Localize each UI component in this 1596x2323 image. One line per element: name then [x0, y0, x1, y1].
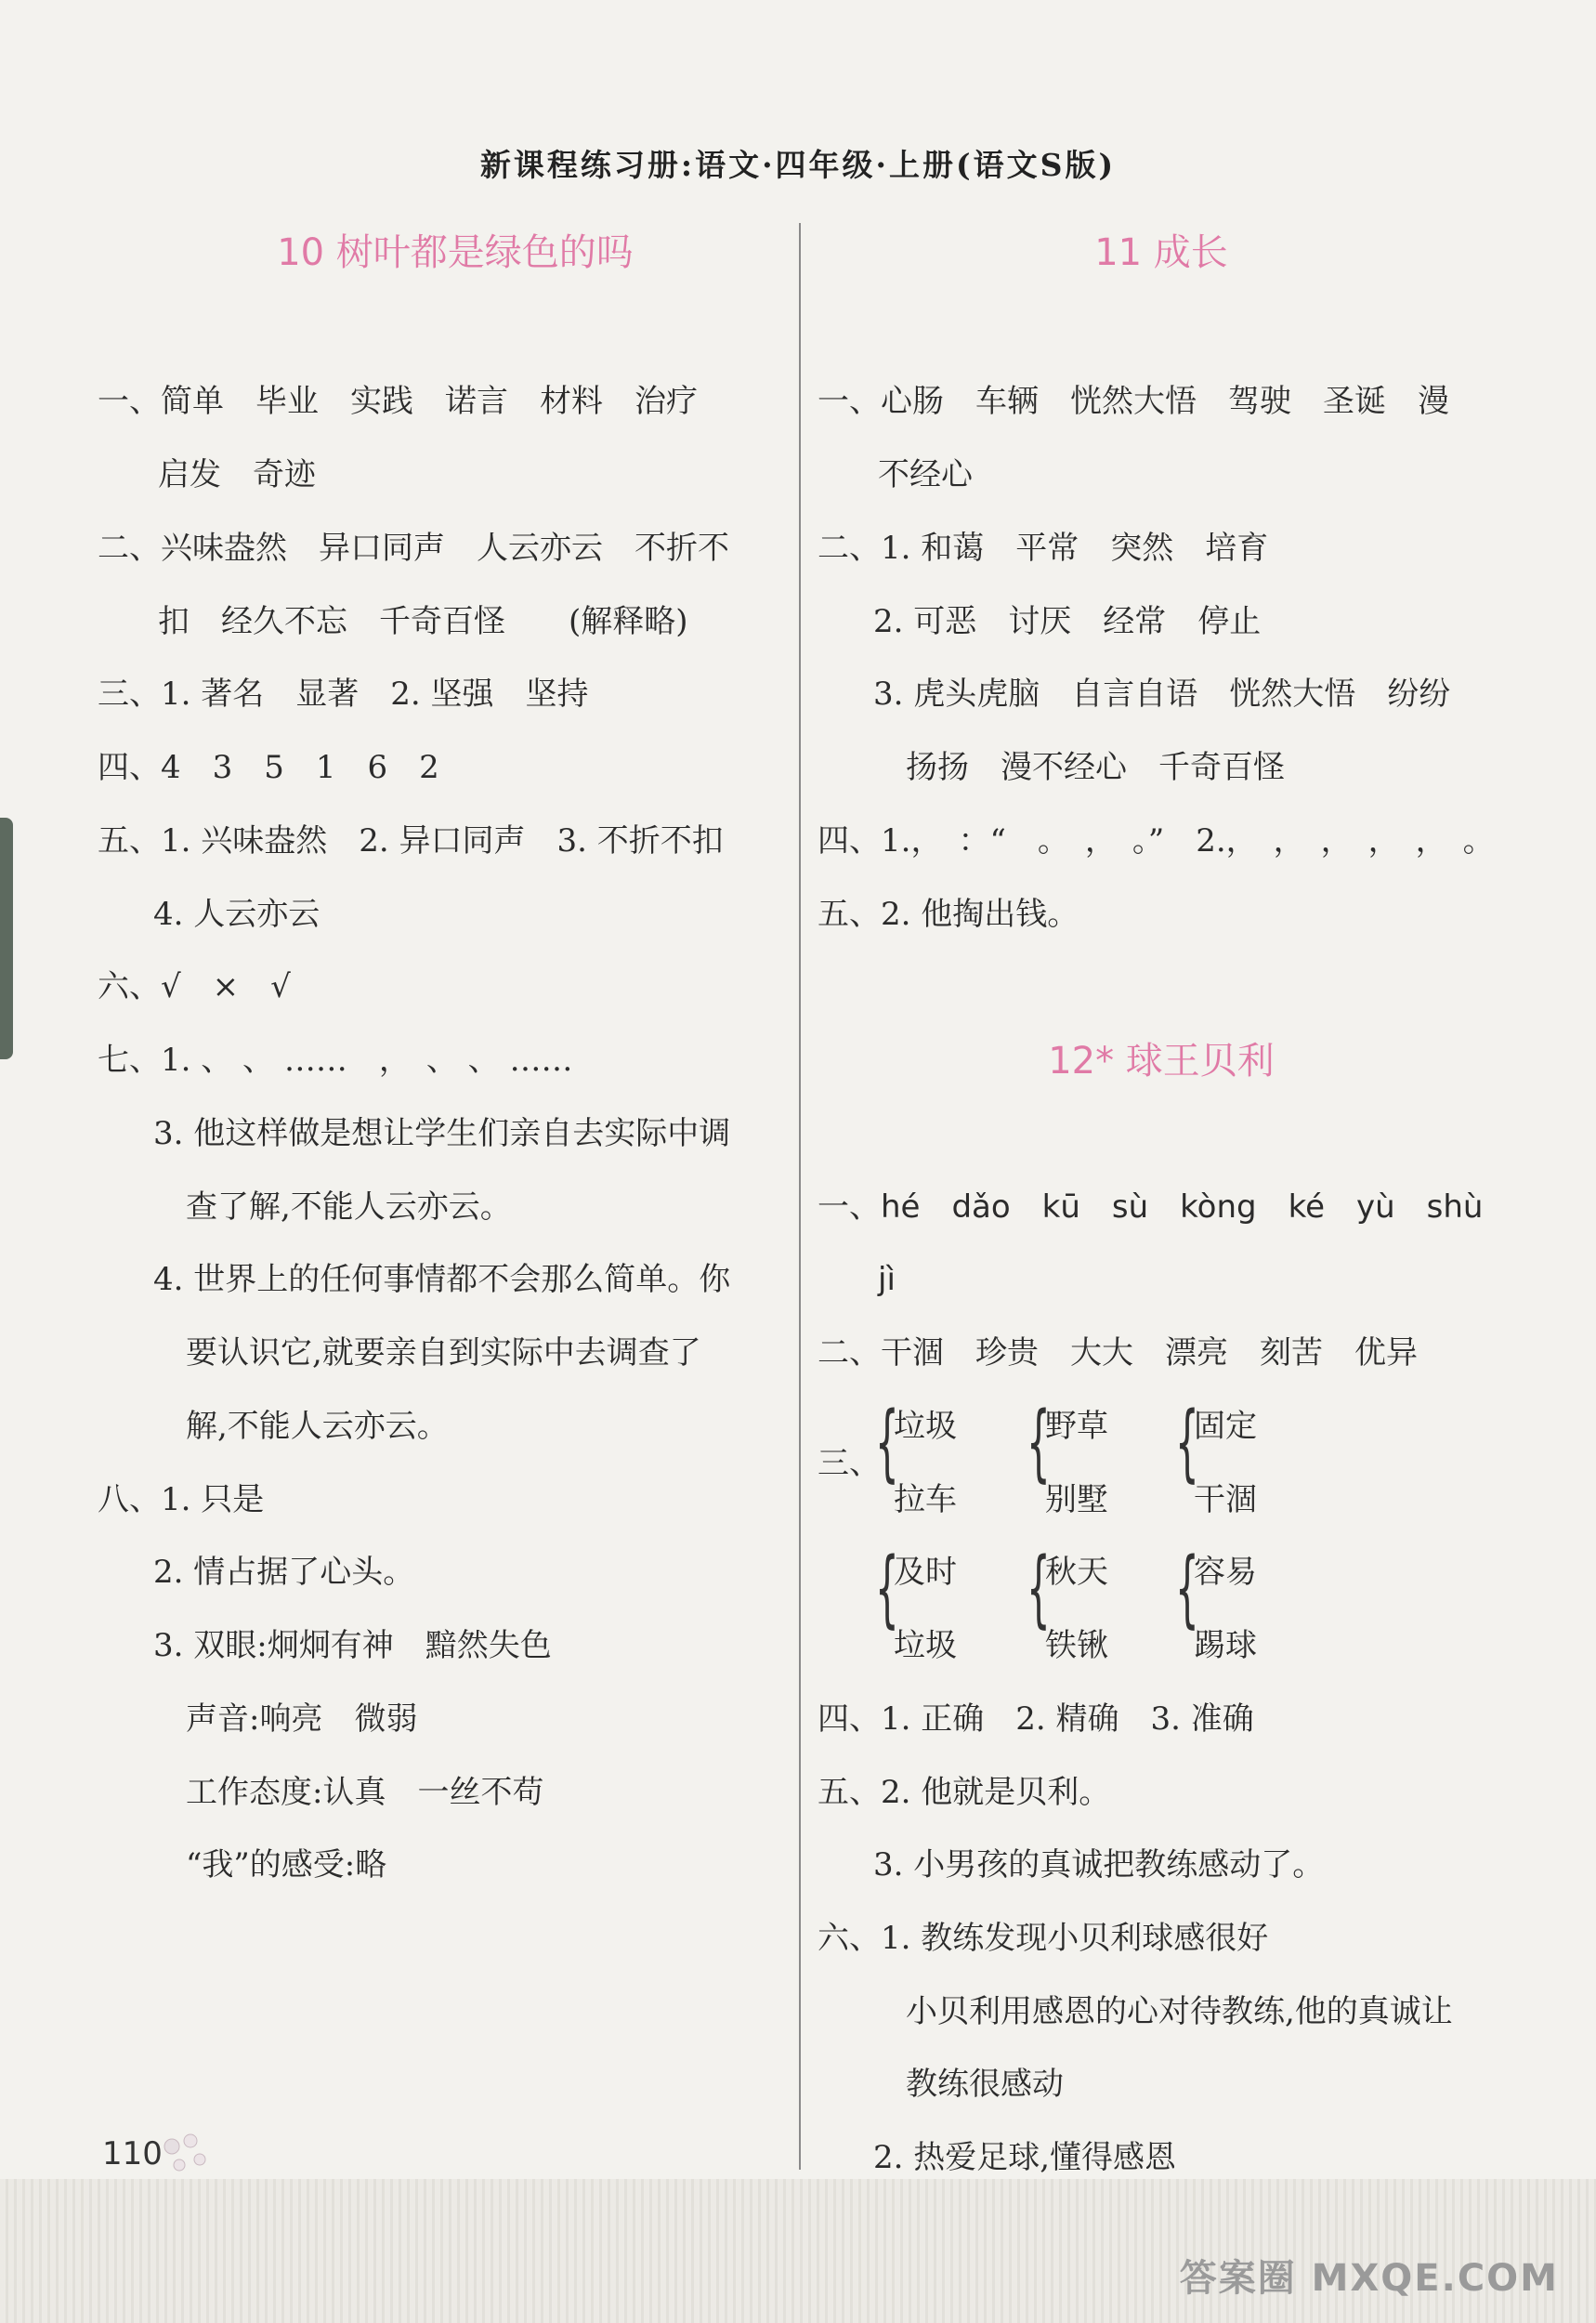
pair-word: 拉车 — [894, 1481, 957, 1518]
lesson-11-title: 11 成长 — [1094, 231, 1228, 274]
pair-word: 固定 — [1194, 1408, 1257, 1445]
pair-word: 垃圾 — [894, 1408, 957, 1445]
column-divider — [799, 223, 801, 2170]
pair-word: 踢球 — [1194, 1627, 1257, 1664]
right-line: 二、干涸 珍贵 大大 漂亮 刻苦 优异 — [818, 1334, 1418, 1371]
brace: { — [1027, 1394, 1051, 1491]
flower-icon — [153, 2128, 218, 2184]
right-line: 小贝利用感恩的心对待教练,他的真诚让 — [906, 1993, 1453, 2030]
pair-word: 铁锹 — [1045, 1627, 1108, 1664]
brace: { — [1175, 1394, 1199, 1491]
page-number: 110 — [102, 2135, 163, 2172]
pair-word: 及时 — [894, 1554, 957, 1591]
left-line: 三、1. 著名 显著 2. 坚强 坚持 — [98, 676, 589, 713]
pair-word: 干涸 — [1194, 1481, 1257, 1518]
left-line: 一、简单 毕业 实践 诺言 材料 治疗 — [98, 383, 698, 420]
right-line-label: 三、 — [818, 1445, 881, 1482]
left-line: 4. 人云亦云 — [153, 896, 321, 933]
brace: { — [875, 1540, 899, 1637]
left-line: 四、4 3 5 1 6 2 — [98, 749, 439, 786]
right-line: 教练很感动 — [906, 2066, 1064, 2103]
right-line: 一、hé dǎo kū sù kòng ké yù shù — [818, 1188, 1484, 1226]
lesson-12-title: 12* 球王贝利 — [1048, 1040, 1275, 1083]
pair-word: 垃圾 — [894, 1627, 957, 1664]
right-line: 2. 可恶 讨厌 经常 停止 — [873, 603, 1262, 640]
right-line: 一、心肠 车辆 恍然大悟 驾驶 圣诞 漫 — [818, 383, 1449, 420]
lesson-10-title: 10 树叶都是绿色的吗 — [277, 231, 634, 274]
left-line: 查了解,不能人云亦云。 — [186, 1188, 512, 1226]
left-line: 解,不能人云亦云。 — [186, 1408, 449, 1445]
left-line: 2. 情占据了心头。 — [153, 1554, 415, 1591]
brace: { — [875, 1394, 899, 1491]
right-line: 五、2. 他就是贝利。 — [818, 1774, 1111, 1811]
right-line: 不经心 — [878, 456, 973, 493]
brace: { — [1027, 1540, 1051, 1637]
edge-tab — [0, 818, 13, 1059]
page-header: 新课程练习册:语文·四年级·上册(语文S版) — [479, 147, 1117, 183]
left-line: 3. 他这样做是想让学生们亲自去实际中调 — [153, 1115, 731, 1152]
left-line: “我”的感受:略 — [186, 1846, 387, 1883]
watermark: 答案圈 MXQE.COM — [1179, 2257, 1559, 2300]
left-line: 工作态度:认真 一丝不苟 — [186, 1774, 544, 1811]
right-line: 四、1.， ：“ 。 ， 。” 2.， ， ， ， ， 。 — [818, 822, 1495, 860]
left-line: 声音:响亮 微弱 — [186, 1700, 418, 1738]
left-line: 六、√ × √ — [98, 968, 291, 1005]
right-line: 2. 热爱足球,懂得感恩 — [873, 2139, 1177, 2176]
left-line: 五、1. 兴味盎然 2. 异口同声 3. 不折不扣 — [98, 822, 724, 860]
left-line: 七、1. 、 、 …… ， 、 、 …… — [98, 1042, 573, 1079]
right-line: 四、1. 正确 2. 精确 3. 准确 — [818, 1700, 1254, 1738]
pair-word: 别墅 — [1045, 1481, 1108, 1518]
pair-word: 秋天 — [1045, 1554, 1108, 1591]
left-line: 扣 经久不忘 千奇百怪 (解释略) — [158, 603, 688, 640]
left-line: 4. 世界上的任何事情都不会那么简单。你 — [153, 1261, 731, 1298]
right-line: 扬扬 漫不经心 千奇百怪 — [906, 749, 1285, 786]
pair-word: 容易 — [1194, 1554, 1257, 1591]
left-line: 要认识它,就要亲自到实际中去调查了 — [186, 1334, 701, 1371]
right-line: 3. 虎头虎脑 自言自语 恍然大悟 纷纷 — [873, 676, 1451, 713]
pair-word: 野草 — [1045, 1408, 1108, 1445]
left-line: 启发 奇迹 — [158, 456, 316, 493]
left-line: 二、兴味盎然 异口同声 人云亦云 不折不 — [98, 530, 729, 567]
right-line: 二、1. 和蔼 平常 突然 培育 — [818, 530, 1269, 567]
right-line: jì — [878, 1261, 896, 1298]
right-line: 五、2. 他掏出钱。 — [818, 896, 1079, 933]
right-line: 3. 小男孩的真诚把教练感动了。 — [873, 1846, 1325, 1883]
left-line: 3. 双眼:炯炯有神 黯然失色 — [153, 1627, 552, 1664]
right-line: 六、1. 教练发现小贝利球感很好 — [818, 1920, 1269, 1957]
brace: { — [1175, 1540, 1199, 1637]
left-line: 八、1. 只是 — [98, 1481, 265, 1518]
